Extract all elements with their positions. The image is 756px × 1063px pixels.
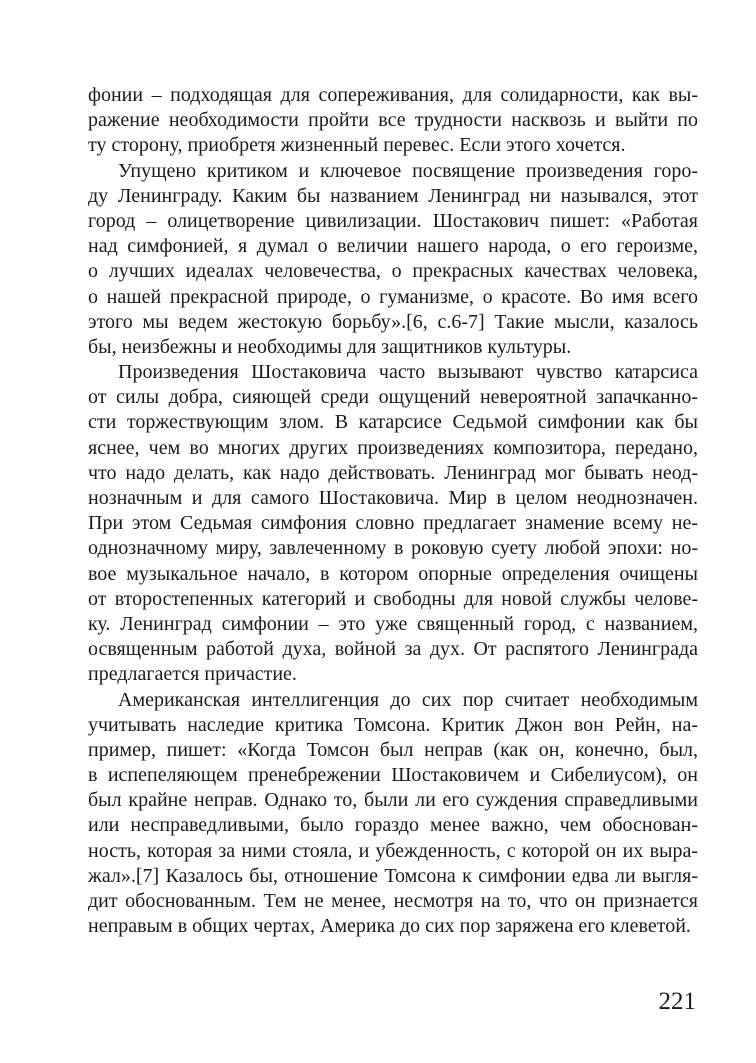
text-line: При этом Седьмая симфония словно предлагает знамение всему не-	[88, 512, 698, 535]
text-line: ту сторону, приобретя жизненный перевес. Если этого хочется.	[88, 134, 626, 157]
paragraph	[88, 83, 698, 159]
text-line: город – олицетворение цивилизации. Шостакович пишет: «Работая	[88, 209, 698, 232]
body-text	[88, 83, 698, 939]
text-line: над симфонией, я думал о величии нашего народа, о его героизме,	[88, 235, 698, 258]
paragraph	[88, 159, 698, 361]
page-number: 221	[658, 988, 696, 1015]
text-line: бы, неизбежны и необходимы для защитников культуры.	[88, 335, 572, 358]
text-line: вое музыкальное начало, в котором опорные определения очищены	[88, 562, 698, 585]
text-line: этого мы ведем жестокую борьбу».[6, с.6-7] Такие мысли, казалось	[88, 310, 698, 333]
text-line: в испепеляющем пренебрежении Шостаковичем и Сибелиусом), он	[88, 764, 698, 787]
text-line: что надо делать, как надо действовать. Ленинград мог бывать неод-	[88, 461, 698, 484]
text-line: о нашей прекрасной природе, о гуманизме, о красоте. Во имя всего	[88, 285, 698, 308]
text-line: Произведения Шостаковича часто вызывают чувство катарсиса	[118, 361, 698, 384]
text-line: ность, которая за ними стояла, и убежденность, с которой он их выра-	[88, 839, 698, 862]
text-line: от силы добра, сияющей среди ощущений невероятной запачканно-	[88, 386, 698, 409]
text-line: от второстепенных категорий и свободны для новой службы челове-	[88, 587, 698, 610]
text-line: однозначному миру, завлеченному в роковую суету любой эпохи: но-	[88, 537, 698, 560]
text-line: неправым в общих чертах, Америка до сих пор заряжена его клеветой.	[88, 915, 691, 938]
text-line: сти торжествующим злом. В катарсисе Седьмой симфонии как бы	[88, 411, 698, 434]
text-line: ражение необходимости пройти все трудности насквозь и выйти по	[88, 109, 698, 132]
text-line: фонии – подходящая для сопереживания, для солидарности, как вы-	[88, 84, 698, 106]
text-line: освященным работой духа, войной за дух. От распятого Ленинграда	[88, 638, 698, 661]
text-line: или несправедливыми, было гораздо менее важно, чем обоснован-	[88, 814, 698, 837]
text-line: предлагается причастие.	[88, 663, 297, 686]
text-line: ду Ленинграду. Каким бы названием Ленинград ни назывался, этот	[88, 184, 698, 207]
text-line: жал».[7] Казалось бы, отношение Томсона к симфонии едва ли выгля-	[88, 864, 698, 887]
paragraph	[88, 360, 698, 687]
text-line: нозначным и для самого Шостаковича. Мир в целом неоднозначен.	[88, 487, 698, 509]
text-line: о лучших идеалах человечества, о прекрасных качествах человека,	[88, 260, 698, 283]
paragraph	[88, 688, 698, 940]
text-line: пример, пишет: «Когда Томсон был неправ (как он, конечно, был,	[88, 738, 698, 761]
text-line: яснее, чем во многих других произведениях композитора, передано,	[88, 436, 698, 459]
text-line: учитывать наследие критика Томсона. Критик Джон вон Рейн, на-	[88, 713, 698, 736]
text-line: дит обоснованным. Тем не менее, несмотря на то, что он признается	[88, 890, 698, 912]
text-line: был крайне неправ. Однако то, были ли его суждения справедливыми	[88, 789, 698, 812]
text-line: Упущено критиком и ключевое посвящение произведения горо-	[118, 159, 698, 182]
text-line: Американская интеллигенция до сих пор считает необходимым	[118, 688, 698, 711]
text-line: ку. Ленинград симфонии – это уже священный город, с названием,	[88, 612, 698, 635]
